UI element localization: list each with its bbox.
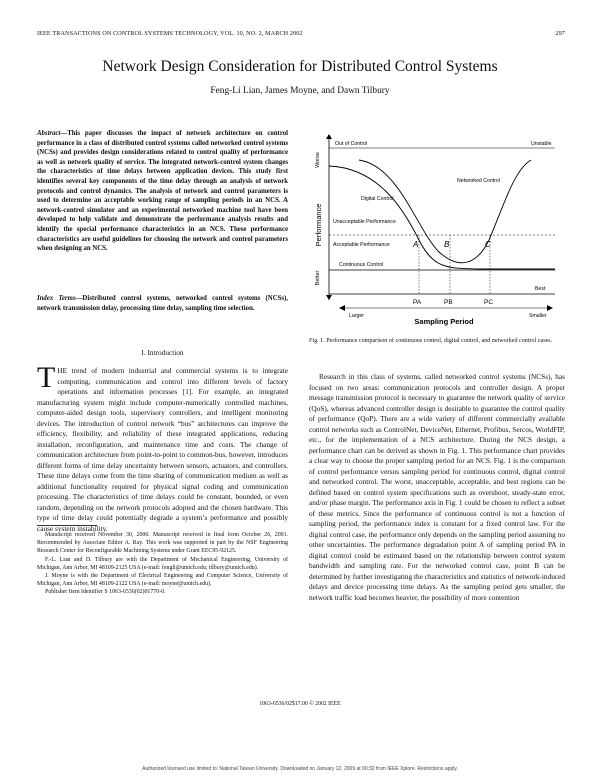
dropcap: T [37, 361, 56, 394]
point-c-label: C [485, 240, 491, 249]
footnote-manuscript: Manuscript received November 30, 2000. Manuscript received in final form October 26, 2001. Recommended by Associate Editor A. Ray. This work was supported in part by the NSF Engineering Research Center for Reconfigurable Machining Systems under Grant EEC95-92125. [37, 532, 288, 555]
pa-label: PA [413, 299, 422, 306]
x-smaller-arrow-icon [547, 305, 553, 311]
label-acceptable: Acceptable Performance [333, 242, 390, 248]
right-paragraph: Research in this class of systems, called networked control systems (NCSs), has focused on two areas: communication protocols and controller design. A proper message transmission protocol is necessary to guarantee the network quality of service (QoS), whereas advanced controller design is desirable to guarantee the control quality of performance (QoP). There are a wide variety of different commercially available control networks such as ControlNet, DeviceNet, Ethernet, Profibus, Sercos, WorldFIP, etc., for the implementation of a NCS architecture. During the NCS design, a performance chart can be derived as shown in Fig. 1. This performance chart provides a clear way to choose the proper sampling period for an NCS. Fig. 1 is the comparison of control performance versus sampling period for continuous control, digital control and networked control. The worst, unacceptable, acceptable, and best regions can be defined based on control system specifications such as overshoot, steady-state error, and/or phase margin. The performance axis in Fig. 1 could be chosen to reflect a subset of these metrics. Since the performance of continuous control is not a function of sampling period, the performance index is constant for a fixed control law. For the digital control case, the performance only depends on the sampling period assuming no other uncertainties. The performance degradation point A of sampling period PA in digital control could be estimated based on the relationship between control system bandwidth and sampling rate. For the networked control case, point B can be determined by further investigating the characteristics and statistics of network-induced delays and device processing time delays. As the sampling period gets smaller, the network traffic load becomes heavier, the possibility of more contention [309, 372, 565, 602]
footnote-rule [37, 525, 97, 526]
paper-authors: Feng-Li Lian, James Moyne, and Dawn Tilbury [210, 86, 390, 96]
y-worse-label: Worse [315, 152, 321, 168]
abstract-text: This paper discusses the impact of network architecture on control performance in a class of distributed control systems called networked control systems (NCSs) and provides design considerations related to control quality of performance as well as network quality of service. The integrated network-control system changes the characteristics of time delays between application devices. This study first identifies several key components of the time delay through an analysis of network protocols and control dynamics. The analysis of network and control parameters is used to determine an acceptable working range of sampling periods in an NCS. A network-control simulator and an experimental networked machine tool have been developed to help validate and demonstrate the performance analysis results and identify the special performance characteristics in an NCS. These performance characteristics are useful guidelines for choosing the network and control parameters when designing an NCS. [37, 130, 288, 253]
abstract [37, 129, 288, 254]
intro-text: HE trend of modern industrial and commercial systems is to integrate computing, communication and control into different levels of factory operations and information processes [1]. For example, an integrated manufacturing system might include computer-numerically controlled machines, computer-aided design tools, supervisory controllers, and intelligent monitoring devices. The introduction of control network “bus” architectures can improve the efficiency, flexibility, and reliability of these integrated applications, reducing installation, reconfiguration, and maintenance time and costs. The change of communication architecture from point-to-point to common-bus, however, introduces different forms of time delay uncertainty between sensors, actuators, and controllers. These time delays come from the time sharing of communication medium as well as additional functionality required for physical signal coding and communication processing. The characteristics of time delays could be constant, bounded, or even random, depending on the network protocols adopted and the chosen hardware. This type of time delay could potentially degrade a system’s performance and possibly cause system instability. [37, 366, 288, 533]
label-networked-control: Networked Control [457, 178, 500, 184]
figure-1 [309, 130, 565, 330]
x-smaller-label: Smaller [529, 313, 547, 319]
point-b-label: B [444, 240, 450, 249]
y-worse-arrow-icon [326, 134, 332, 139]
label-out-of-control: Out of Control [335, 141, 368, 147]
pb-label: PB [444, 299, 453, 306]
abstract-label: Abstract— [37, 130, 68, 137]
label-unacceptable: Unacceptable Performance [333, 219, 396, 225]
footnote-lian-tilbury: F.-L. Lian and D. Tilbury are with the Department of Mechanical Engineering, University of Michigan, Ann Arbor, MI 48109-2125 USA (e-mail: fengli@umich.edu; tilbury@umich.edu). [37, 556, 288, 571]
figure-caption: Fig. 1. Performance comparison of continuous control, digital control, and networked control cases. [309, 338, 553, 344]
pc-label: PC [484, 299, 494, 306]
right-column [309, 372, 565, 603]
footnote-publisher-id: Publisher Item Identifier S 1063-6536(02)01770-0. [45, 589, 166, 596]
index-terms [37, 294, 288, 313]
index-terms-text: Distributed control systems, networked control systems (NCSs), network transmission delay, processing time delay, sampling time selection. [37, 295, 289, 312]
x-axis-label: Sampling Period [414, 317, 474, 326]
y-better-arrow-icon [326, 295, 332, 300]
page-number: 297 [555, 30, 565, 37]
index-terms-label: Index Terms— [37, 295, 83, 302]
y-better-label: Better [315, 270, 321, 286]
label-best: Best [535, 286, 546, 292]
x-larger-label: Larger [349, 313, 364, 319]
footnotes [37, 531, 288, 597]
y-axis-label: Performance [314, 203, 323, 247]
label-continuous-control: Continuous Control [339, 262, 384, 268]
intro-paragraph [37, 361, 288, 534]
digital-control-curve [329, 166, 555, 269]
label-unstable: Unstable [531, 141, 552, 147]
journal-header: IEEE TRANSACTIONS ON CONTROL SYSTEMS TECHNOLOGY, VOL. 10, NO. 2, MARCH 2002 [37, 30, 303, 37]
point-a-label: A [413, 240, 419, 249]
label-digital-control: Digital Control [361, 196, 394, 202]
x-larger-arrow-icon [339, 305, 345, 311]
section-heading: I. Introduction [141, 348, 184, 357]
authorized-use-notice: Authorized licensed use limited to: National Taiwan University. Downloaded on January 12, 2009 at 00:32 from IEEE Xplore. Restrictions apply. [142, 766, 458, 772]
paper-title: Network Design Consideration for Distributed Control Systems [102, 58, 498, 75]
copyright: 1063-6536/02$17.00 © 2002 IEEE [259, 701, 341, 707]
footnote-moyne: J. Moyne is with the Department of Electrical Engineering and Computer Science, University of Michigan, Ann Arbor, MI 48109-2122 USA (e-mail: moyne@umich.edu). [37, 573, 288, 588]
